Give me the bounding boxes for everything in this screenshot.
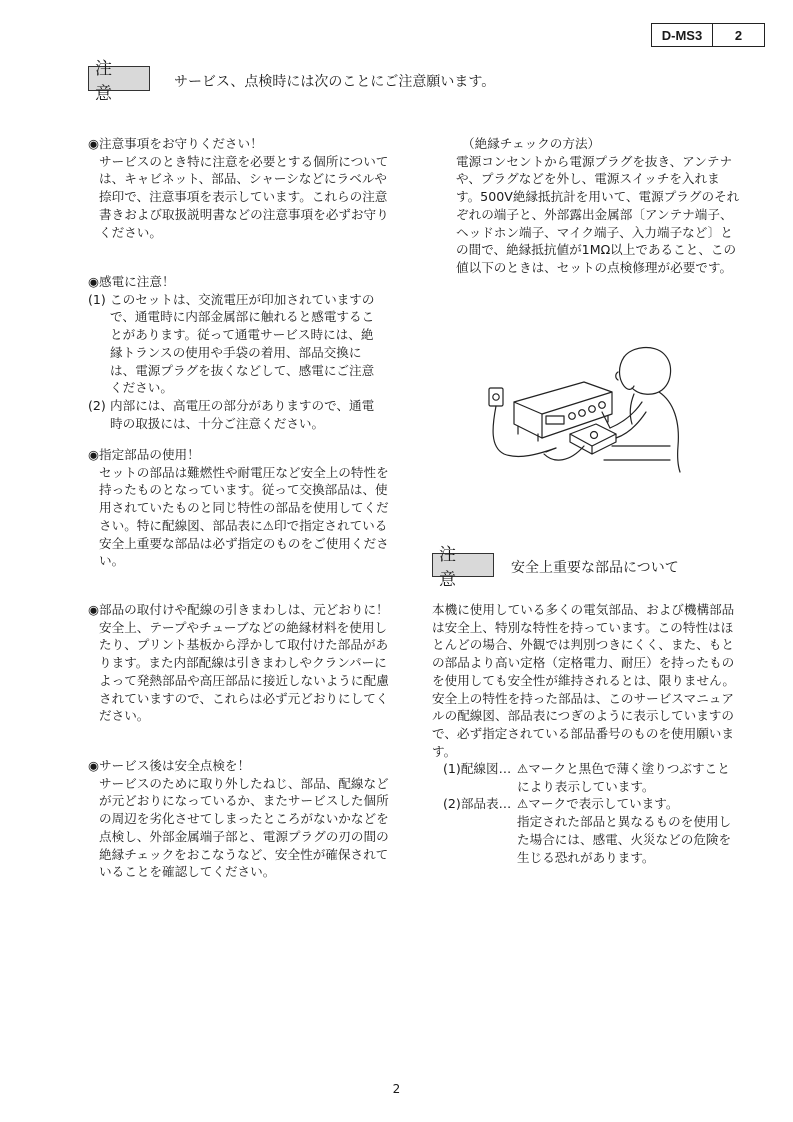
section-title: ◉サービス後は安全点検を！ bbox=[88, 758, 251, 773]
body-line: す。500V絶縁抵抗計を用いて、電源プラグのそれ bbox=[456, 189, 740, 205]
body-line: さい。特に配線図、部品表に⚠印で指定されている bbox=[99, 517, 388, 533]
body-line: とがあります。従って通電サービス時には、絶 bbox=[110, 327, 374, 343]
caution-heading-parts: 安全上重要な部品について bbox=[511, 560, 679, 576]
body-line: ⚠マークと黒色で薄く塗りつぶすこと bbox=[517, 761, 730, 776]
caution-badge: 注 意 bbox=[88, 66, 150, 91]
body-line: 指定された部品と異なるものを使用し bbox=[517, 814, 732, 830]
item-number: (1) bbox=[88, 291, 106, 307]
body-line: ください。 bbox=[99, 224, 162, 240]
item-label: (2)部品表… bbox=[443, 796, 512, 812]
body-line: の部品より高い定格（定格電力、耐圧）を持ったもの bbox=[432, 655, 735, 671]
body-line: 持ったものとなっています。従って交換部品は、使 bbox=[99, 482, 388, 498]
body-line: い。 bbox=[99, 553, 125, 569]
section-title: ◉注意事項をお守りください！ bbox=[88, 136, 263, 151]
body-line: 点検し、外部金属端子部と、電源プラグの刃の間の bbox=[99, 828, 389, 844]
body-line: 絶縁チェックをおこなうなど、安全性が確保されて bbox=[99, 846, 389, 862]
body-line: 時の取扱には、十分ご注意ください。 bbox=[110, 415, 325, 431]
section-mounting-wiring bbox=[88, 601, 421, 725]
list-item bbox=[88, 397, 421, 432]
body-line: いることを確認してください。 bbox=[99, 864, 276, 880]
item-label: (1)配線図… bbox=[443, 761, 512, 776]
list-item bbox=[88, 291, 421, 397]
body-line: サービスのために取り外したねじ、部品、配線など bbox=[99, 775, 389, 791]
body-line: 書きおよび取扱説明書などの注意事項を必ずお守り bbox=[99, 206, 389, 222]
caution-heading: サービス、点検時には次のことにご注意願います。 bbox=[174, 74, 496, 90]
model-number: D-MS3 bbox=[652, 24, 713, 46]
item-number: (2) bbox=[88, 397, 106, 413]
insulation-title: （絶縁チェックの方法） bbox=[462, 136, 601, 151]
body-line: ⚠マークで表示しています。 bbox=[517, 796, 679, 812]
body-line: を使用しても安全性が維持されるとは、限りません。 bbox=[432, 672, 736, 688]
body-line: とんどの場合、外観では判別つきにくく、また、もと bbox=[432, 637, 734, 653]
section-title: ◉指定部品の使用！ bbox=[88, 447, 200, 462]
body-line: このセットは、交流電圧が印加されていますの bbox=[110, 291, 375, 307]
body-line: の周辺を劣化させてしまったところがないかなどを bbox=[99, 811, 389, 827]
section-title: ◉部品の取付けや配線の引きまわしは、元どおりに！ bbox=[88, 602, 389, 617]
body-line: ルの配線図、部品表につぎのように表示していますの bbox=[432, 708, 734, 724]
body-line: 安全上、テープやチューブなどの絶縁材料を使用し bbox=[99, 619, 388, 635]
header-page-number: 2 bbox=[734, 27, 743, 43]
body-line: により表示しています。 bbox=[517, 778, 655, 794]
section-observe-notes bbox=[88, 135, 421, 241]
page-number: 2 bbox=[392, 1082, 401, 1096]
body-line: サービスのとき特に注意を必要とする個所について bbox=[99, 153, 389, 169]
body-line: 値以下のときは、セットの点検修理が必要です。 bbox=[456, 259, 733, 275]
body-line: 電源コンセントから電源プラグを抜き、アンテナ bbox=[456, 153, 733, 169]
body-line: 用されていたものと同じ特性の部品を使用してくだ bbox=[99, 500, 389, 516]
list-item-wiring bbox=[443, 760, 755, 795]
section-electric-shock bbox=[88, 273, 421, 432]
body-line: 内部には、高電圧の部分がありますので、通電 bbox=[110, 397, 375, 413]
body-line: ぞれの端子と、外部露出金属部〔アンテナ端子、 bbox=[456, 206, 733, 222]
body-line: 生じる恐れがあります。 bbox=[517, 849, 655, 865]
body-line: 縁トランスの使用や手袋の着用、部品交換に bbox=[110, 344, 362, 360]
body-line: 安全上の特性を持った部品は、このサービスマニュア bbox=[432, 690, 734, 706]
body-line: たり、プリント基板から浮かして取付けた部品があ bbox=[99, 637, 389, 653]
body-line: 安全上重要な部品は必ず指定のものをご使用くださ bbox=[99, 535, 389, 551]
section-specified-parts bbox=[88, 446, 421, 570]
body-line: ヘッドホン端子、マイク端子、入力端子など〕と bbox=[456, 224, 733, 240]
section-insulation-check bbox=[456, 135, 756, 277]
body-line: た場合には、感電、火災などの危険を bbox=[517, 831, 732, 847]
body-line: 本機に使用している多くの電気部品、および機構部品 bbox=[432, 602, 735, 617]
list-item-parts bbox=[443, 795, 755, 866]
model-page-box bbox=[651, 23, 765, 47]
body-line: よって発熱部品や高圧部品に接近しないように配慮 bbox=[99, 672, 389, 688]
body-line: ださい。 bbox=[99, 708, 150, 724]
section-safety-check bbox=[88, 757, 421, 881]
body-line: されていますので、これらは必ず元どおりにしてく bbox=[99, 690, 389, 706]
body-line: ください。 bbox=[110, 380, 173, 396]
insulation-check-illustration bbox=[484, 342, 684, 474]
caution-badge-parts: 注 意 bbox=[432, 553, 494, 577]
section-title: ◉感電に注意！ bbox=[88, 274, 175, 289]
body-line: の間で、絶縁抵抗値が1MΩ以上であること、この bbox=[456, 242, 737, 258]
body-line: す。 bbox=[432, 743, 457, 759]
body-line: セットの部品は難燃性や耐電圧など安全上の特性を bbox=[99, 464, 389, 480]
body-line: は安全上、特別な特性を持っています。この特性はほ bbox=[432, 619, 734, 635]
marking-list bbox=[443, 760, 755, 866]
body-line: 捺印で、注意事項を表示しています。これらの注意 bbox=[99, 189, 388, 205]
section-safety-parts bbox=[432, 601, 754, 760]
body-line: ります。また内部配線は引きまわしやクランパーに bbox=[99, 655, 387, 671]
body-line: は、電源プラグを抜くなどして、感電にご注意 bbox=[110, 362, 375, 378]
body-line: で、必ず指定されている部品番号のものを使用願いま bbox=[432, 725, 734, 741]
body-line: は、キャビネット、部品、シャーシなどにラベルや bbox=[99, 171, 388, 187]
body-line: や、プラグなどを外し、電源スイッチを入れま bbox=[456, 171, 720, 187]
body-line: で、通電時に内部金属部に触れると感電するこ bbox=[110, 309, 375, 325]
body-line: が元どおりになっているか、またサービスした個所 bbox=[99, 793, 389, 809]
